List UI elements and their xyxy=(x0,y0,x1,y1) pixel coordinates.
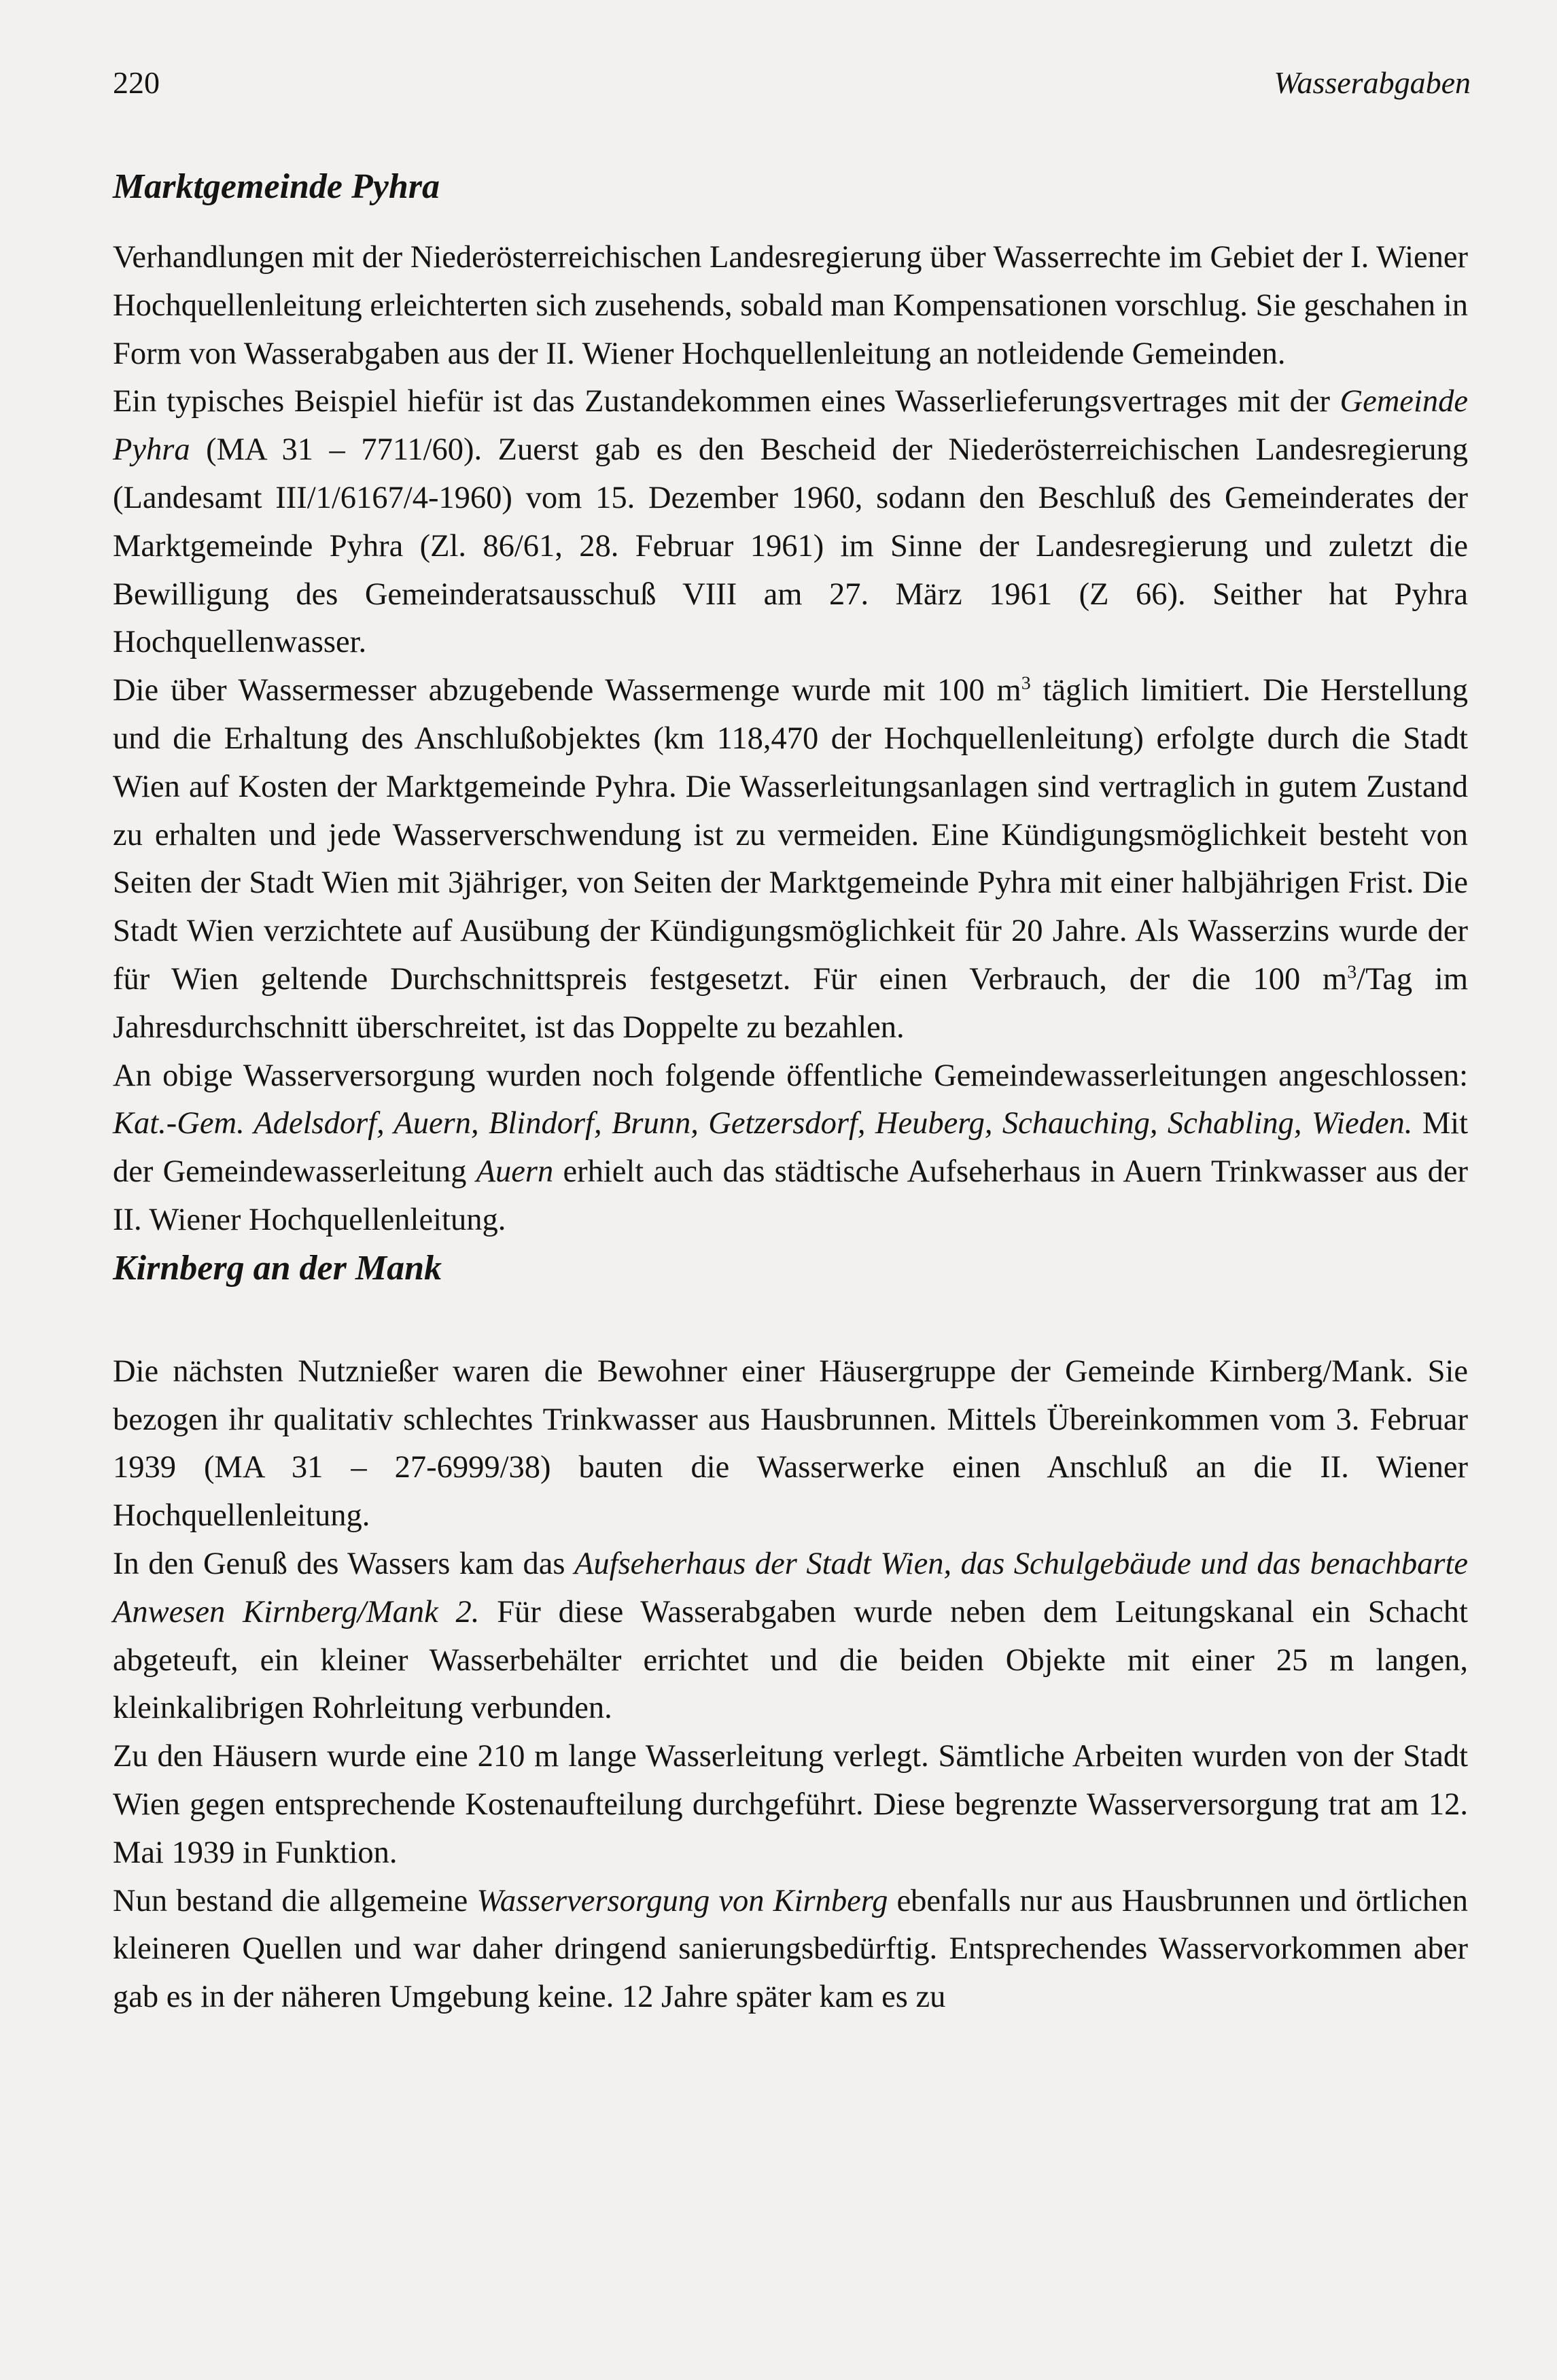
running-head xyxy=(113,63,1471,103)
paragraph xyxy=(113,1733,1468,1877)
italic-text: Wasserversorgung von Kirnberg xyxy=(476,1883,888,1918)
text-run: /Tag im Jahresdurchschnitt überschreitet, ist das Doppelte zu bezahlen. xyxy=(113,961,1468,1045)
italic-text: Aufseherhaus der Stadt Wien, das Schulgebäude und das benachbarte Anwesen Kirnberg/Mank 2. xyxy=(113,1546,1468,1629)
text-run: erhielt auch das städtische Aufseherhaus in Auern Trinkwasser aus der II. Wiener Hochquellenleitung. xyxy=(113,1154,1468,1237)
section-heading: Kirnberg an der Mank xyxy=(113,1248,442,1288)
section-marktgemeinde-pyhra xyxy=(113,163,1468,1245)
page-body xyxy=(113,163,1468,2022)
text-run: Nun bestand die allgemeine xyxy=(113,1883,477,1918)
paragraph xyxy=(113,378,1468,667)
text-run: ebenfalls nur aus Hausbrunnen und örtlichen kleineren Quellen und war daher dringend sanierungsbedürftig. Entsprechendes Wasservorkommen aber gab es in der näheren Umgebung keine. 12 Jahre später kam es zu xyxy=(113,1883,1468,2015)
paragraph xyxy=(113,1878,1468,2022)
paragraph xyxy=(113,1540,1468,1733)
text-run: An obige Wasserversorgung wurden noch folgende öffentliche Gemeindewasserleitungen angeschlossen: xyxy=(113,1058,1468,1093)
italic-text: Auern xyxy=(476,1154,554,1190)
italic-text: Kat.-Gem. Adelsdorf, Auern, Blindorf, Brunn, Getzersdorf, Heuberg, Schauching, Schabling, Wieden. xyxy=(113,1106,1413,1141)
paragraph xyxy=(113,667,1468,1052)
superscript: 3 xyxy=(1347,961,1357,983)
paragraph xyxy=(113,234,1468,378)
page-number: 220 xyxy=(113,65,160,100)
section-heading: Marktgemeinde Pyhra xyxy=(113,167,440,206)
text-run: In den Genuß des Wassers kam das xyxy=(113,1546,575,1581)
running-title: Wasserabgaben xyxy=(1274,65,1471,100)
paragraph xyxy=(113,1348,1468,1540)
text-run: Zu den Häusern wurde eine 210 m lange Wasserleitung verlegt. Sämtliche Arbeiten wurden von der Stadt Wien gegen entsprechende Kostenaufteilung durchgeführt. Diese begrenzte Wasserversorgung trat am 12. Mai 1939 in Funktion. xyxy=(113,1739,1468,1870)
section-kirnberg-an-der-mank xyxy=(113,1245,1468,2022)
text-run: Mit der Gemeindewasserleitung xyxy=(113,1106,1468,1190)
text-run: Die über Wassermesser abzugebende Wassermenge wurde mit 100 m xyxy=(113,673,1021,708)
text-run: (MA 31 – 7711/60). Zuerst gab es den Bescheid der Niederösterreichischen Landesregierung (Landesamt III/1/6167/4-1960) vom 15. Dezember 1960, sodann den Beschluß des Gemeinderates der Marktgemeinde Pyhra (Zl. 86/61, 28. Februar 1961) im Sinne der Landesregierung und zuletzt die Bewilligung des Gemeinderatsausschuß VIII am 27. März 1961 (Z 66). Seither hat Pyhra Hochquellenwasser. xyxy=(113,432,1468,660)
text-run: Für diese Wasserabgaben wurde neben dem Leitungskanal ein Schacht abgeteuft, ein kleiner Wasserbehälter errichtet und die beiden Objekte mit einer 25 m langen, kleinkalibrigen Rohrleitung verbunden. xyxy=(113,1594,1468,1726)
superscript: 3 xyxy=(1021,672,1031,694)
paragraph xyxy=(113,1052,1468,1245)
text-run: Ein typisches Beispiel hiefür ist das Zustandekommen eines Wasserlieferungsvertrages mit der xyxy=(113,384,1340,419)
text-run: täglich limitiert. Die Herstellung und die Erhaltung des Anschlußobjektes (km 118,470 der Hochquellenleitung) erfolgte durch die Stadt Wien auf Kosten der Marktgemeinde Pyhra. Die Wasserleitungsanlagen sind vertraglich in gutem Zustand zu erhalten und jede Wasserverschwendung ist zu vermeiden. Eine Kündigungsmöglichkeit besteht von Seiten der Stadt Wien mit 3jähriger, von Seiten der Marktgemeinde Pyhra mit einer halbjährigen Frist. Die Stadt Wien verzichtete auf Ausübung der Kündigungsmöglichkeit für 20 Jahre. Als Wasserzins wurde der für Wien geltende Durchschnittspreis festgesetzt. Für einen Verbrauch, der die 100 m xyxy=(113,673,1468,997)
text-run: Die nächsten Nutznießer waren die Bewohner einer Häusergruppe der Gemeinde Kirnberg/Mank. Sie bezogen ihr qualitativ schlechtes Trinkwasser aus Hausbrunnen. Mittels Übereinkommen vom 3. Februar 1939 (MA 31 – 27-6999/38) bauten die Wasserwerke einen Anschluß an die II. Wiener Hochquellenleitung. xyxy=(113,1353,1468,1534)
italic-text: Gemeinde Pyhra xyxy=(113,384,1468,468)
text-run: Verhandlungen mit der Niederösterreichischen Landesregierung über Wasserrechte im Gebiet der I. Wiener Hochquellenleitung erleichterten sich zusehends, sobald man Kompensationen vorschlug. Sie geschahen in Form von Wasserabgaben aus der II. Wiener Hochquellenleitung an notleidende Gemeinden. xyxy=(113,240,1468,371)
